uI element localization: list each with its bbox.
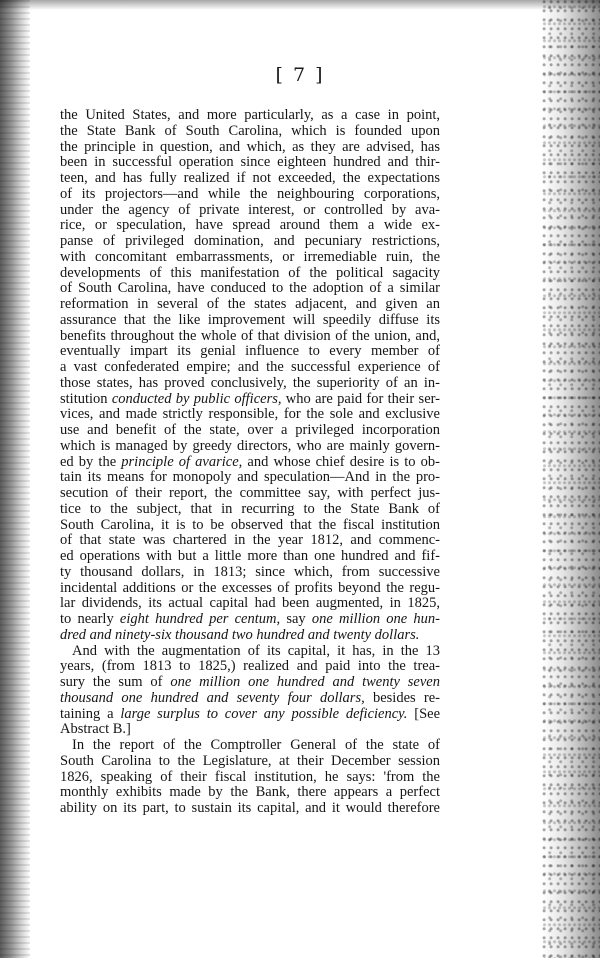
text-line [60, 439, 440, 455]
text-segment: South Carolina to the Legislature, at their December session [60, 752, 440, 769]
text-line [60, 313, 440, 329]
italic-phrase: one million one hun- [311, 611, 440, 627]
text-line [60, 707, 440, 723]
text-line [60, 297, 440, 313]
text-line [60, 754, 440, 770]
text-line [60, 376, 440, 392]
italic-phrase: conducted by public officers, [111, 390, 282, 407]
text-line [60, 502, 440, 518]
text-segment: tice to the subject, that in recurring to the State Bank of [60, 500, 440, 517]
page-edge-top [0, 0, 600, 10]
text-line [60, 329, 440, 345]
text-line [60, 675, 440, 691]
text-line [60, 360, 440, 376]
text-line [60, 549, 440, 565]
text-segment: sury the sum of [60, 674, 171, 690]
italic-phrase: thousand one hundred and seventy four dollars, [60, 689, 365, 706]
text-line [60, 691, 440, 707]
text-line [60, 644, 440, 660]
text-segment: years, (from 1813 to 1825,) realized and paid into the trea- [60, 658, 440, 675]
text-segment: the State Bank of South Carolina, which is founded upon [60, 122, 440, 139]
text-segment: the principle in question, and which, as they are advised, has [60, 138, 440, 155]
text-line [60, 234, 440, 250]
text-line [60, 722, 440, 738]
text-line [60, 659, 440, 675]
text-line [60, 187, 440, 203]
text-line [60, 407, 440, 423]
text-line [60, 801, 440, 817]
text-segment: assurance that the like improvement will speedily diffuse its [60, 311, 440, 328]
text-segment: use and benefit of the state, over a privileged incorporation [60, 422, 440, 438]
text-line [60, 581, 440, 597]
italic-phrase: dred and ninety-six thousand two hundred and twenty dollars. [60, 626, 420, 643]
text-segment: taining a [60, 705, 121, 722]
text-line [60, 628, 440, 644]
text-segment: In the report of the Comptroller General of the state of [72, 737, 440, 753]
text-segment: developments of this manifestation of the political sagacity [60, 264, 440, 281]
text-line [60, 596, 440, 612]
text-segment: with concomitant embarrassments, or irremediable ruin, the [60, 248, 440, 265]
italic-phrase: one million one hundred and twenty seven [170, 674, 440, 690]
text-line [60, 124, 440, 140]
text-segment: which is managed by greedy directors, who are mainly govern- [60, 437, 440, 454]
text-segment: those states, has proved conclusively, the superiority of an in- [60, 374, 440, 391]
text-line [60, 155, 440, 171]
page-number: [ 7 ] [275, 64, 325, 86]
text-line [60, 218, 440, 234]
text-segment: [See [407, 705, 441, 722]
text-segment: of that state was chartered in the year 1812, and commenc- [60, 532, 440, 549]
text-line [60, 470, 440, 486]
text-line [60, 423, 440, 439]
text-segment: besides re- [364, 689, 441, 706]
text-line [60, 785, 440, 801]
text-segment: 1826, speaking of their fiscal institution, he says: 'from the [60, 768, 440, 785]
text-line [60, 612, 440, 628]
text-segment: ability on its part, to sustain its capital, and it would therefore [60, 800, 440, 816]
text-segment: lar dividends, its actual capital had been augmented, in 1825, [60, 595, 440, 612]
text-segment: ed operations with but a little more than one hundred and fif- [60, 548, 440, 564]
text-segment: South Carolina, it is to be observed that the fiscal institution [60, 516, 440, 533]
text-line [60, 281, 440, 297]
text-line [60, 533, 440, 549]
text-line [60, 770, 440, 786]
text-segment: who are paid for their ser- [281, 390, 440, 407]
text-line [60, 738, 440, 754]
text-segment: ed by the [60, 453, 122, 470]
text-segment: of South Carolina, have conduced to the adoption of a similar [60, 280, 440, 297]
text-line [60, 518, 440, 534]
text-segment: incidental additions or the excesses of profits beyond the regu- [60, 579, 440, 596]
text-segment: teen, and has fully realized if not exceeded, the expectations [60, 170, 440, 186]
text-segment: rice, or speculation, have spread around them a wide ex- [60, 217, 440, 234]
text-line [60, 108, 440, 124]
text-segment: reformation in several of the states adjacent, and given an [60, 296, 440, 312]
text-segment: Abstract B.] [60, 721, 131, 738]
text-segment: secution of their report, the committee say, with perfect jus- [60, 485, 440, 501]
text-segment: of its projectors—and while the neighbouring corporations, [60, 185, 440, 202]
text-segment: ty thousand dollars, in 1813; since which, from successive [60, 563, 440, 580]
text-segment: tain its means for monopoly and speculation—And in the pro- [60, 469, 440, 486]
text-segment: stitution [60, 390, 112, 407]
text-line [60, 266, 440, 282]
text-segment: under the agency of private interest, or controlled by ava- [60, 201, 440, 218]
text-line [60, 455, 440, 471]
text-segment: panse of privileged domination, and pecuniary restrictions, [60, 233, 440, 249]
text-segment: a vast confederated empire; and the successful experience of [60, 359, 440, 375]
italic-phrase: large surplus to cover any possible deficiency. [120, 705, 408, 722]
text-segment: monthly exhibits made by the Bank, there appears a perfect [60, 784, 440, 801]
text-segment: been in successful operation since eighteen hundred and thir- [60, 154, 440, 171]
text-segment: And with the augmentation of its capital, it has, in the 13 [72, 642, 440, 659]
text-segment: to nearly [60, 611, 120, 627]
italic-phrase: principle of avarice, [121, 453, 243, 470]
text-line [60, 203, 440, 219]
text-line [60, 140, 440, 156]
text-segment: say [280, 611, 312, 627]
body-text [60, 108, 440, 817]
text-segment: the United States, and more particularly, as a case in point, [60, 107, 440, 123]
text-segment: vices, and made strictly responsible, for the sole and exclusive [60, 406, 440, 423]
text-line [60, 565, 440, 581]
text-segment: eventually impart its genial influence to every member of [60, 343, 440, 360]
text-line [60, 344, 440, 360]
text-line [60, 486, 440, 502]
text-segment: benefits throughout the whole of that division of the union, and, [60, 327, 440, 344]
text-line [60, 250, 440, 266]
text-line [60, 171, 440, 187]
text-segment: and whose chief desire is to ob- [242, 453, 440, 470]
text-line [60, 392, 440, 408]
page-edge-right [542, 0, 600, 958]
binding-shadow-left [0, 0, 30, 958]
italic-phrase: eight hundred per centum, [119, 611, 281, 627]
